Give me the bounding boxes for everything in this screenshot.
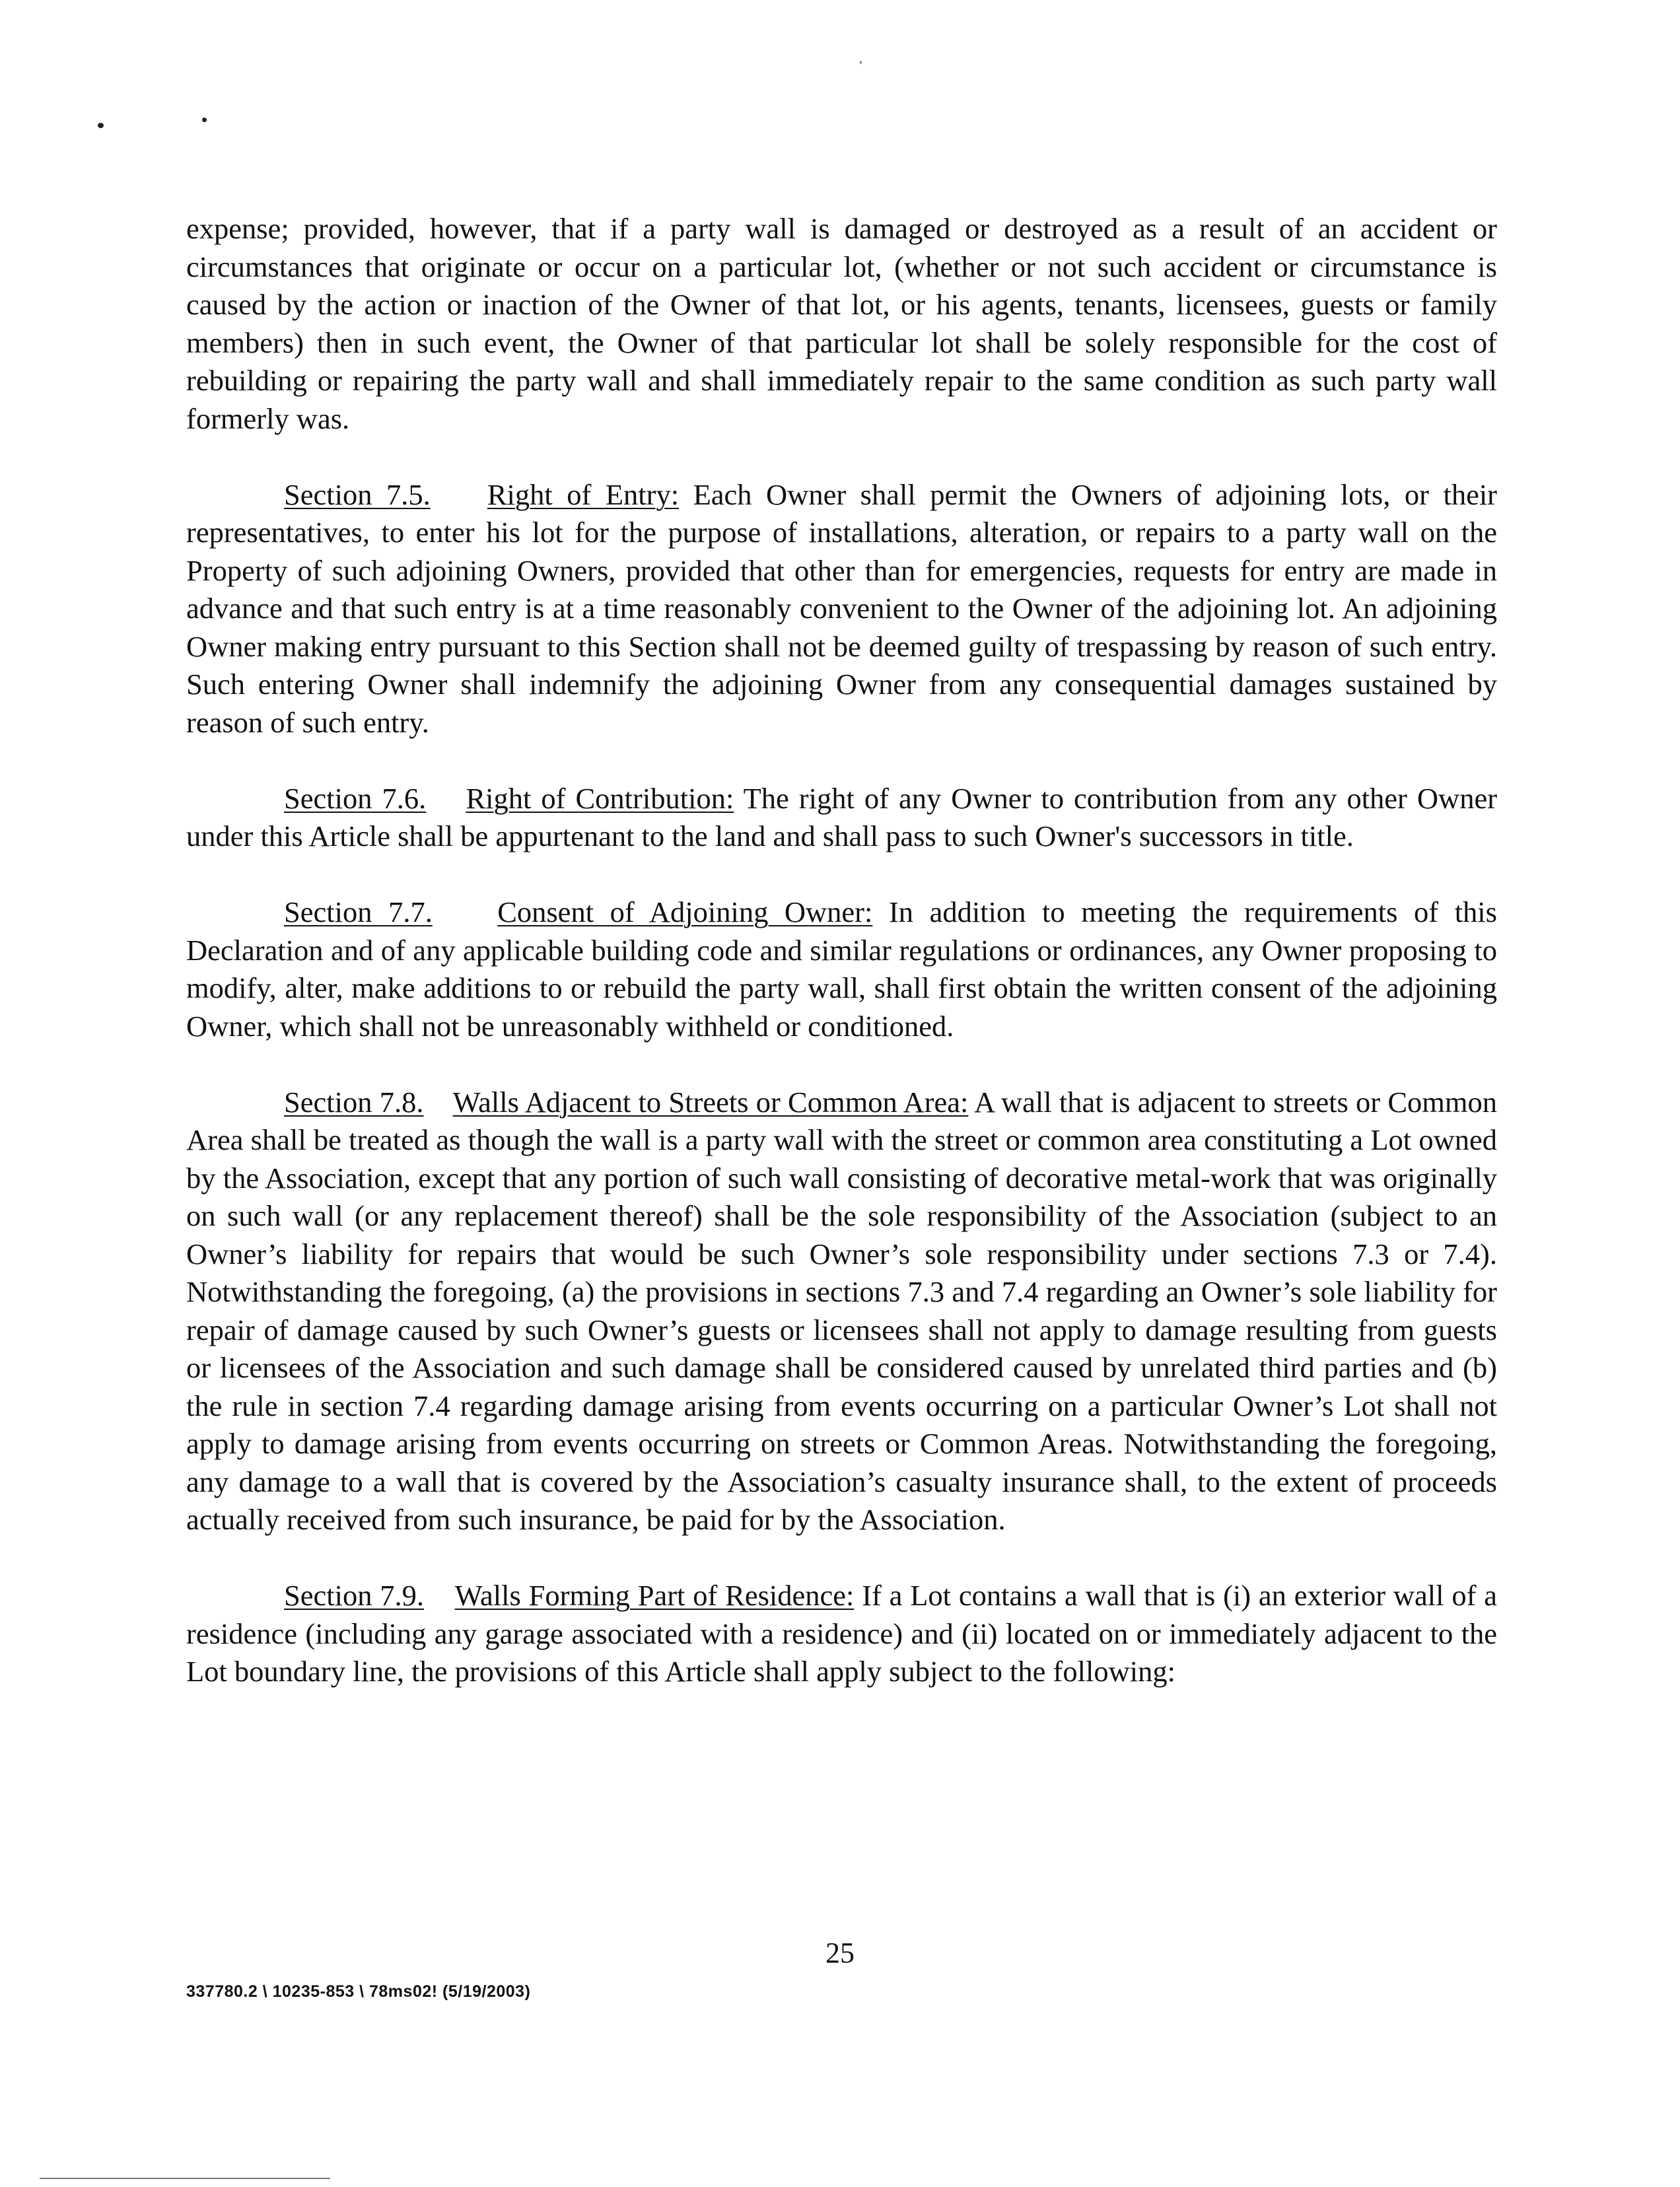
page-number: 25 — [825, 1937, 855, 1969]
paragraph-text: expense; provided, however, that if a party wall is damaged or destroyed as a result of an accident or circumstances that originate or occur on a particular lot, (whether or not such accident or circumstance is caused by the action or inaction of the Owner of that lot, or his agents, tenants, licensees, guests or family members) then in such event, the Owner of that particular lot shall be solely responsible for the cost of rebuilding or repairing the party wall and shall immediately repair to the same condition as such party wall formerly was. — [186, 212, 1497, 435]
document-id: 337780.2 \ 10235-853 \ 78ms02! (5/19/2003) — [186, 1982, 531, 2001]
section-7-7-paragraph — [186, 893, 1497, 1045]
paragraph-text: Each Owner shall permit the Owners of adjoining lots, or their representatives, to enter his lot for the purpose of installations, alteration, or repairs to a party wall on the Property of such adjoining Owners, provided that other than for emergencies, requests for entry are made in advance and that such entry is at a time reasonably convenient to the Owner of the adjoining lot. An adjoining Owner making entry pursuant to this Section shall not be deemed guilty of trespassing by reason of such entry. Such entering Owner shall indemnify the adjoining Owner from any consequential damages sustained by reason of such entry. — [186, 477, 1497, 739]
scan-speck — [202, 118, 207, 122]
section-7-5-paragraph — [186, 476, 1497, 742]
scan-speck — [860, 61, 862, 64]
paragraph-text: A wall that is adjacent to streets or Common Area shall be treated as though the wall is a party wall with the street or common area constituting a Lot owned by the Association, except that any portion of such wall consisting of decorative metal-work that was originally on such wall (or any replacement thereof) shall be the sole responsibility of the Association (subject to an Owner’s liability for repairs that would be such Owner’s sole responsibility under sections 7.3 or 7.4). Notwithstanding the foregoing, (a) the provisions in sections 7.3 and 7.4 regarding an Owner’s sole liability for repair of damage caused by such Owner’s guests or licensees shall not apply to damage resulting from guests or licensees of the Association and such damage shall be considered caused by unrelated third parties and (b) the rule in section 7.4 regarding damage arising from events occurring on a particular Owner’s Lot shall not apply to damage arising from events occurring on streets or Common Areas. Notwithstanding the foregoing, any damage to a wall that is covered by the Association’s casualty insurance shall, to the extent of proceeds actually received from such insurance, be paid for by the Association. — [186, 1085, 1498, 1536]
paragraph-text: The right of any Owner to contribution from any other Owner under this Article shall be appurtenant to the land and shall pass to such Owner's successors in title. — [186, 781, 1498, 852]
section-7-6-paragraph — [186, 780, 1497, 856]
scan-speck — [98, 123, 104, 128]
paragraph-text: If a Lot contains a wall that is (i) an exterior wall of a residence (including any garage associated with a residence) and (ii) located on or immediately adjacent to the Lot boundary line, the provisions of this Article shall apply subject to the following: — [186, 1579, 1497, 1688]
section-number: Section 7.6. — [284, 781, 427, 815]
section-title: Consent of Adjoining Owner: — [497, 895, 873, 928]
document-body — [186, 210, 1497, 1729]
section-number: Section 7.9. — [284, 1579, 425, 1612]
section-7-8-paragraph — [186, 1084, 1497, 1539]
paragraph-text: In addition to meeting the requirements of this Declaration and of any applicable building code and similar regulations or ordinances, any Owner proposing to modify, alter, make additions to or rebuild the party wall, shall first obtain the written consent of the adjoining Owner, which shall not be unreasonably withheld or conditioned. — [186, 895, 1497, 1043]
section-title: Walls Adjacent to Streets or Common Area: — [452, 1085, 969, 1119]
section-number: Section 7.5. — [284, 477, 431, 511]
section-title: Walls Forming Part of Residence: — [454, 1579, 855, 1612]
section-title: Right of Contribution: — [466, 781, 734, 815]
scan-edge-rule — [40, 2178, 330, 2179]
section-title: Right of Entry: — [487, 477, 680, 511]
section-7-9-paragraph — [186, 1577, 1497, 1691]
paragraph-continuation — [186, 210, 1497, 438]
section-number: Section 7.8. — [284, 1085, 424, 1119]
section-number: Section 7.7. — [284, 895, 433, 928]
